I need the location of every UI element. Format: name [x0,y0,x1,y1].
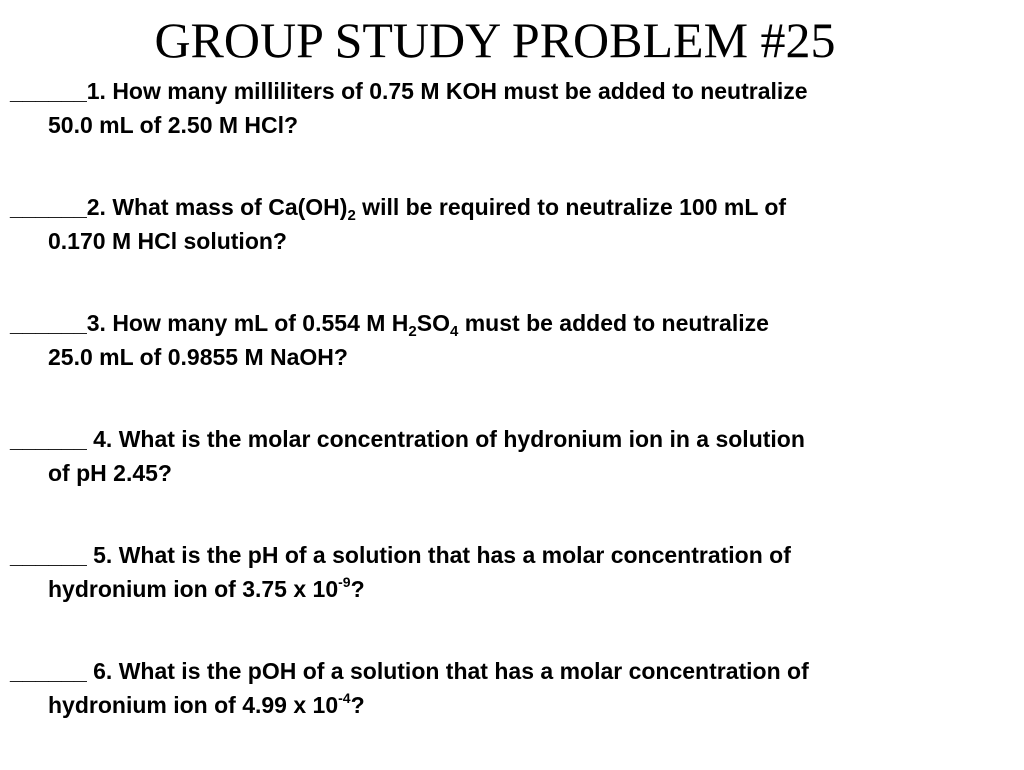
question-4-line-2: of pH 2.45? [48,460,172,486]
question-2-line-2: 0.170 M HCl solution? [48,228,287,254]
question-3 [10,306,1014,374]
question-6-line-2 [10,688,1014,722]
question-5-exponent: -9 [338,574,351,590]
question-5-line-1: ______ 5. What is the pH of a solution that has a molar concentration of [10,542,791,568]
question-6-text-a: hydronium ion of 4.99 x 10 [48,692,339,718]
question-3-text-a: ______3. How many mL of 0.554 M H [10,310,409,336]
question-6-line-1: ______ 6. What is the pOH of a solution that has a molar concentration of [10,658,809,684]
question-2-line-1 [10,190,1014,224]
question-5 [10,538,1014,606]
question-list [10,74,1014,770]
question-3-subscript-2: 4 [450,323,459,340]
question-3-subscript-1: 2 [408,323,417,340]
question-3-text-b: must be added to neutralize [458,310,769,336]
question-3-line-2: 25.0 mL of 0.9855 M NaOH? [48,344,348,370]
slide-title: GROUP STUDY PROBLEM #25 [154,12,836,68]
question-6-exponent: -4 [338,690,351,706]
question-5-text-a: hydronium ion of 3.75 x 10 [48,576,339,602]
question-4 [10,422,1014,490]
question-2-text-a: ______2. What mass of Ca(OH) [10,194,348,220]
question-3-line-1 [10,306,1014,340]
question-4-line-1: ______ 4. What is the molar concentration of hydronium ion in a solution [10,426,805,452]
question-1-line-2: 50.0 mL of 2.50 M HCl? [48,112,299,138]
question-2-subscript: 2 [347,207,356,224]
question-6-text-b: ? [350,692,365,718]
question-1-line-1: ______1. How many milliliters of 0.75 M KOH must be added to neutralize [10,78,808,104]
question-2-text-b: will be required to neutralize 100 mL of [355,194,787,220]
question-5-text-b: ? [350,576,365,602]
question-1 [10,74,1014,142]
question-2 [10,190,1014,258]
question-6 [10,654,1014,722]
question-3-text-mid: SO [416,310,450,336]
question-5-line-2 [10,572,1014,606]
